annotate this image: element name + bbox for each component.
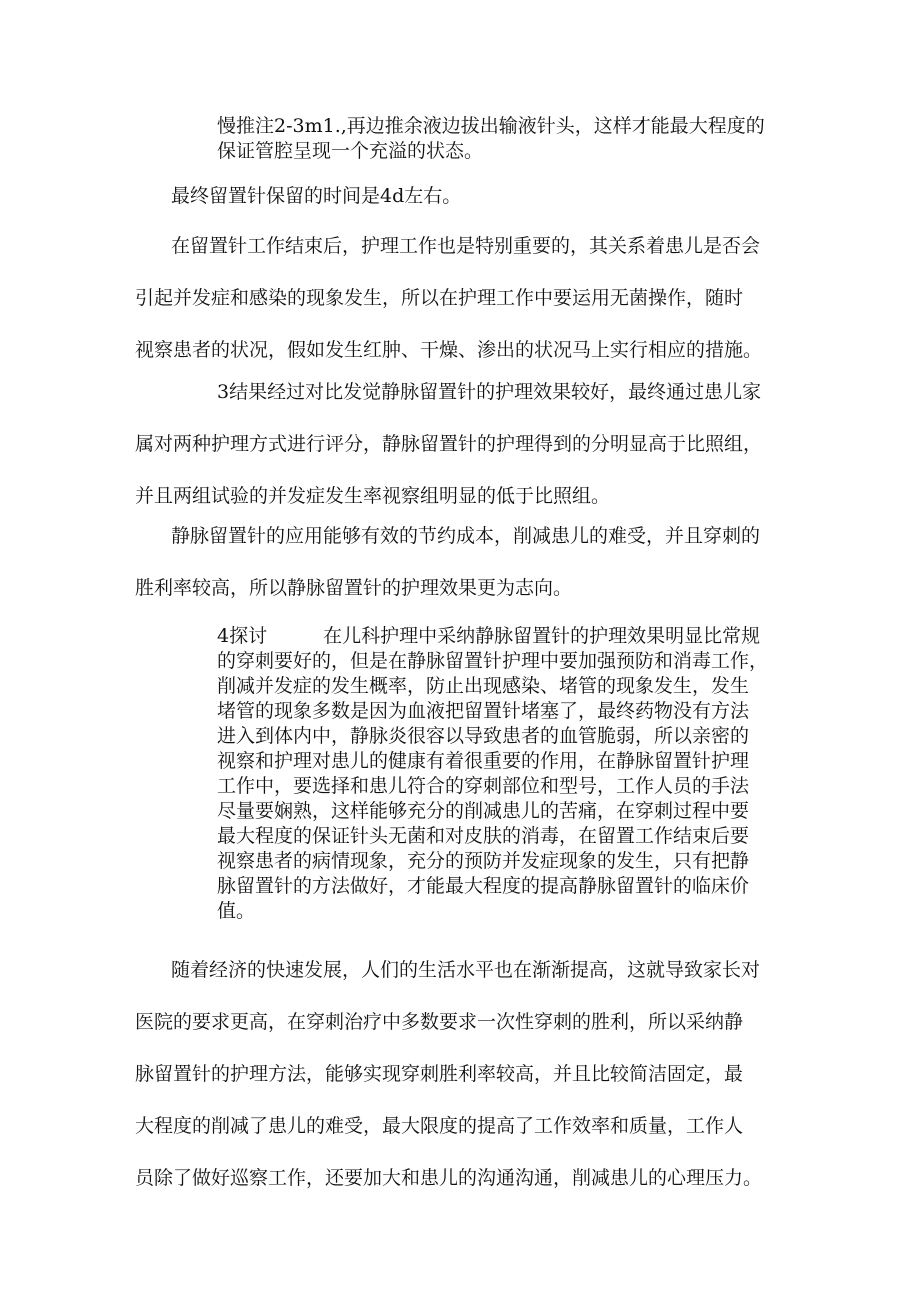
text-line: 削减并发症的发生概率，防止出现感染、堵管的现象发生，发生 <box>217 675 750 697</box>
text-line: 引起并发症和感染的现象发生，所以在护理工作中要运用无菌操作，随时 <box>135 287 744 309</box>
text-line: 堵管的现象多数是因为血液把留置针堵塞了，最终药物没有方法 <box>217 700 750 722</box>
text-line: 并且两组试验的并发症发生率视察组明显的低于比照组。 <box>135 485 611 507</box>
text-line: 大程度的削减了患儿的难受，最大限度的提高了工作效率和质量，工作人 <box>135 1115 744 1137</box>
text-line: 工作中，要选择和患儿符合的穿刺部位和型号，工作人员的手法 <box>217 775 750 797</box>
paragraph-after-care <box>135 220 762 376</box>
text-line: 医院的要求更高，在穿刺治疗中多数要求一次性穿刺的胜利，所以采纳静 <box>135 1011 744 1033</box>
text-line: 脉留置针的护理方法，能够实现穿刺胜利率较高，并且比较简洁固定，最 <box>135 1063 744 1085</box>
text-line: 保证管腔呈现一个充溢的状态。 <box>217 140 484 162</box>
section-heading: 4探讨 <box>217 625 268 647</box>
text-line: 属对两种护理方式进行评分，静脉留置针的护理得到的分明显高于比照组， <box>135 433 763 455</box>
indented-block-1 <box>217 114 765 164</box>
text-line: 慢推注2-3m1.,再边推余液边拔出输液针头，这样才能最大程度的 <box>217 115 765 137</box>
text-line: 最终留置针保留的时间是4d左右。 <box>171 185 462 207</box>
text-line: 视察患者的状况，假如发生红肿、干燥、渗出的状况马上实行相应的措施。 <box>135 339 763 361</box>
text-line: 在儿科护理中采纳静脉留置针的护理效果明显比常规 <box>323 625 761 647</box>
text-line: 值。 <box>217 900 256 922</box>
text-line: 视察患者的病情现象，充分的预防并发症现象的发生，只有把静 <box>217 850 750 872</box>
paragraph-cost-saving <box>135 510 760 614</box>
text-line: 静脉留置针的应用能够有效的节约成本，削减患儿的难受，并且穿刺的 <box>171 525 761 547</box>
text-line: 尽量要娴熟，这样能够充分的削减患儿的苦痛，在穿刺过程中要 <box>217 800 750 822</box>
discussion-first-line <box>217 624 768 649</box>
text-line: 在留置针工作结束后，护理工作也是特别重要的，其关系着患儿是否会 <box>171 235 761 257</box>
text-line: 员除了做好巡察工作，还要加大和患儿的沟通沟通，削减患儿的心理压力。 <box>135 1167 763 1189</box>
text-line: 视察和护理对患儿的健康有着很重要的作用，在静脉留置针护理 <box>217 750 750 772</box>
text-line: 胜利率较高，所以静脉留置针的护理效果更为志向。 <box>135 577 573 599</box>
paragraph-retention-time <box>171 170 461 222</box>
text-line: 脉留置针的方法做好，才能最大程度的提高静脉留置针的临床价 <box>217 875 750 897</box>
paragraph-results <box>135 366 762 522</box>
paragraph-conclusion <box>135 944 762 1204</box>
indented-block-discussion <box>217 624 768 924</box>
text-line: 随着经济的快速发展，人们的生活水平也在渐渐提高，这就导致家长对 <box>171 959 761 981</box>
text-line: 的穿刺要好的，但是在静脉留置针护理中要加强预防和消毒工作， <box>217 650 769 672</box>
text-line: 进入到体内中，静脉炎很容以导致患者的血管脆弱，所以亲密的 <box>217 725 750 747</box>
text-line: 最大程度的保证针头无菌和对皮肤的消毒，在留置工作结束后要 <box>217 825 750 847</box>
text-line: 3结果经过对比发觉静脉留置针的护理效果较好，最终通过患儿家 <box>217 381 762 403</box>
